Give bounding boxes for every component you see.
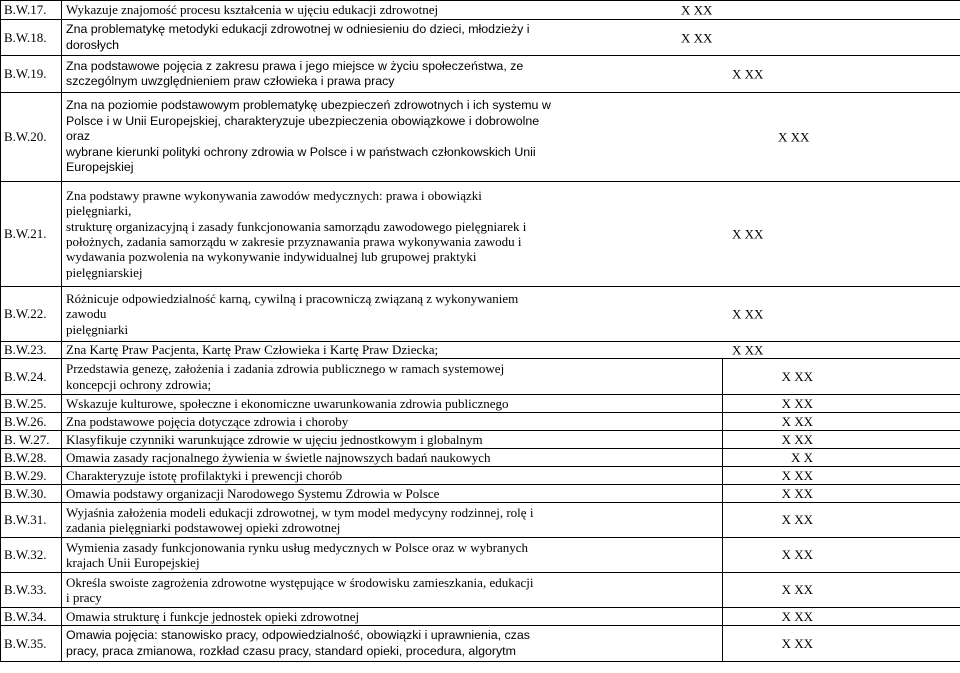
outcome-code: B.W.32. — [1, 538, 62, 573]
outcome-mark: X X — [790, 449, 813, 465]
description-line: Różnicuje odpowiedzialność karną, cywilną i pracowniczą związaną z wykonywaniem — [66, 290, 519, 306]
outcome-description — [62, 449, 723, 467]
outcome-description-text — [66, 468, 722, 483]
description-line: Zna na poziomie podstawowym problematykę ubezpieczeń zdrowotnych i ich systemu w — [66, 98, 551, 113]
description-line: zadania pielęgniarki podstawowej opieki zdrowotnej — [66, 520, 341, 535]
table-row — [1, 626, 960, 662]
outcome-description — [62, 56, 764, 93]
outcome-code: B. W.27. — [1, 431, 62, 449]
outcome-mark: X XX — [781, 512, 813, 528]
outcome-mark: X XX — [778, 129, 810, 145]
description-line: Charakteryzuje istotę profilaktyki i prewencji chorób — [66, 467, 343, 483]
outcome-mark: X XX — [781, 467, 813, 483]
description-line: Określa swoiste zagrożenia zdrowotne występujące w środowisku zamieszkania, edukacji — [66, 574, 534, 590]
mark-cell — [723, 395, 960, 413]
description-line: Wymienia zasady funkcjonowania rynku usług medycznych w Polsce oraz w wybranych — [66, 539, 529, 555]
outcome-mark: X XX — [781, 368, 813, 384]
table-row — [1, 538, 960, 573]
mark-cell — [723, 1, 960, 20]
mark-cell — [723, 359, 960, 395]
outcome-code: B.W.31. — [1, 503, 62, 538]
outcome-description — [62, 538, 723, 573]
outcome-code: B.W.19. — [1, 56, 62, 93]
outcome-code: B.W.25. — [1, 395, 62, 413]
mark-cell — [723, 485, 960, 503]
outcome-mark: X XX — [732, 66, 764, 82]
table-row — [1, 1, 960, 20]
description-line: szczególnym uwzględnieniem praw człowieka i prawa pracy — [66, 74, 395, 88]
description-line: położnych, zadania samorządu w zakresie przyznawania prawa wykonywania zawodu i — [66, 234, 522, 249]
outcome-mark: X XX — [732, 306, 764, 322]
table-row — [1, 20, 960, 56]
outcome-mark: X XX — [781, 485, 813, 501]
outcome-mark: X XX — [732, 342, 764, 358]
outcome-description-text — [66, 361, 722, 392]
table-row — [1, 182, 960, 287]
description-line: Omawia strukturę i funkcje jednostek opieki zdrowotnej — [66, 608, 360, 624]
outcome-description-text — [66, 486, 722, 501]
description-line: Wyjaśnia założenia modeli edukacji zdrowotnej, w tym model medycyny rodzinnej, rolę i — [66, 504, 534, 520]
mark-cell — [723, 20, 960, 56]
description-line: pielęgniarki — [66, 321, 129, 337]
outcome-mark: X XX — [781, 582, 813, 598]
outcome-code: B.W.34. — [1, 608, 62, 626]
table-row — [1, 395, 960, 413]
description-line: Zna Kartę Praw Pacjenta, Kartę Praw Człowieka i Kartę Praw Dziecka; — [66, 342, 439, 358]
outcome-description — [62, 342, 764, 359]
outcome-description-text — [66, 609, 722, 624]
outcome-code: B.W.20. — [1, 93, 62, 182]
outcome-mark: X XX — [781, 635, 813, 651]
outcome-code: B.W.35. — [1, 626, 62, 662]
outcome-description-text — [66, 540, 722, 571]
description-line: pielęgniarskiej — [66, 264, 143, 280]
description-line: Omawia zasady racjonalnego żywienia w świetle najnowszych badań naukowych — [66, 449, 491, 465]
outcome-description — [62, 431, 723, 449]
mark-cell — [723, 608, 960, 626]
outcome-description — [62, 182, 764, 287]
outcome-description-text — [66, 188, 723, 280]
outcome-description-text — [66, 22, 723, 53]
outcome-description-text — [66, 414, 722, 429]
table-row — [1, 56, 960, 93]
description-line: Wykazuje znajomość procesu kształcenia w ujęciu edukacji zdrowotnej — [66, 2, 439, 18]
outcome-code: B.W.23. — [1, 342, 62, 359]
outcome-description — [62, 626, 723, 662]
outcome-description-text — [66, 505, 722, 536]
outcome-mark: X XX — [781, 608, 813, 624]
table-row — [1, 467, 960, 485]
description-line: Zna problematykę metodyki edukacji zdrowotnej w odniesieniu do dzieci, młodzieży i — [66, 22, 530, 37]
outcome-description — [62, 467, 723, 485]
description-line: i pracy — [66, 590, 102, 605]
outcome-description-text — [66, 291, 723, 337]
outcome-code: B.W.21. — [1, 182, 62, 287]
outcome-code: B.W.24. — [1, 359, 62, 395]
table-row — [1, 431, 960, 449]
description-line: Europejskiej — [66, 160, 134, 175]
outcome-description-text — [66, 396, 722, 411]
description-line: zawodu — [66, 306, 107, 322]
outcome-description-text — [66, 628, 722, 659]
description-line: krajach Unii Europejskiej — [66, 555, 200, 570]
outcome-description-text — [66, 2, 723, 17]
description-line: Zna podstawy prawne wykonywania zawodów medycznych: prawa i obowiązki — [66, 187, 482, 203]
outcome-code: B.W.17. — [1, 1, 62, 20]
outcome-description — [62, 573, 723, 608]
description-line: wydawania pozwolenia na wykonywanie indywidualnej lub grupowej praktyki — [66, 249, 477, 265]
mark-cell — [723, 538, 960, 573]
mark-cell — [723, 467, 960, 485]
outcome-code: B.W.22. — [1, 287, 62, 342]
description-line: wybrane kierunki polityki ochrony zdrowia w Polsce i w państwach członkowskich Unii — [66, 144, 536, 159]
mark-cell — [723, 503, 960, 538]
mark-cell — [723, 573, 960, 608]
outcome-description — [62, 395, 723, 413]
description-line: oraz — [66, 129, 91, 144]
table-body — [1, 1, 960, 662]
outcome-mark: X XX — [732, 226, 764, 242]
outcome-description — [62, 608, 723, 626]
table-row — [1, 485, 960, 503]
outcome-mark: X XX — [781, 395, 813, 411]
outcome-mark: X XX — [681, 29, 713, 45]
outcome-description — [62, 287, 764, 342]
description-line: strukturę organizacyjną i zasady funkcjonowania samorządu zawodowego pielęgniarek i — [66, 218, 527, 234]
outcome-description-text — [66, 450, 722, 465]
description-line: Zna podstawowe pojęcia z zakresu prawa i jego miejsce w życiu społeczeństwa, ze — [66, 58, 524, 73]
table-row — [1, 342, 960, 359]
outcome-description — [62, 413, 723, 431]
description-line: Przedstawia genezę, założenia i zadania zdrowia publicznego w ramach systemowej — [66, 361, 505, 377]
outcome-description — [62, 485, 723, 503]
outcome-description — [62, 359, 723, 395]
outcome-description-text — [66, 342, 723, 357]
outcome-description-text — [66, 575, 722, 606]
outcome-description-text — [66, 432, 722, 447]
description-line: dorosłych — [66, 37, 120, 52]
outcome-code: B.W.28. — [1, 449, 62, 467]
outcome-code: B.W.33. — [1, 573, 62, 608]
mark-cell — [723, 449, 960, 467]
description-line: koncepcji ochrony zdrowia; — [66, 376, 212, 392]
description-line: Wskazuje kulturowe, społeczne i ekonomiczne uwarunkowania zdrowia publicznego — [66, 395, 509, 411]
table-row — [1, 503, 960, 538]
description-line: pracy, praca zmianowa, rozkład czasu pracy, standard opieki, procedura, algorytm — [66, 643, 516, 658]
outcome-code: B.W.18. — [1, 20, 62, 56]
description-line: Omawia podstawy organizacji Narodowego Systemu Zdrowia w Polsce — [66, 485, 440, 501]
outcome-description — [62, 1, 723, 20]
mark-cell — [723, 626, 960, 662]
table-row — [1, 573, 960, 608]
description-line: Klasyfikuje czynniki warunkujące zdrowie w ujęciu jednostkowym i globalnym — [66, 431, 483, 447]
mark-cell — [723, 431, 960, 449]
mark-cell — [723, 93, 960, 182]
table-row — [1, 413, 960, 431]
outcome-code: B.W.29. — [1, 467, 62, 485]
mark-cell — [723, 413, 960, 431]
outcome-description-text — [66, 59, 723, 90]
table-row — [1, 93, 960, 182]
outcome-description — [62, 20, 723, 56]
table-row — [1, 359, 960, 395]
outcome-code: B.W.26. — [1, 413, 62, 431]
outcome-mark: X XX — [781, 547, 813, 563]
outcome-mark: X XX — [781, 431, 813, 447]
description-line: Omawia pojęcia: stanowisko pracy, odpowiedzialność, obowiązki i uprawnienia, czas — [66, 628, 530, 643]
table-row — [1, 287, 960, 342]
outcome-description-text — [66, 98, 723, 175]
outcome-mark: X XX — [781, 413, 813, 429]
description-line: Zna podstawowe pojęcia dotyczące zdrowia i choroby — [66, 413, 349, 429]
table-row — [1, 608, 960, 626]
outcome-description — [62, 503, 723, 538]
description-line: Polsce i w Unii Europejskiej, charakteryzuje ubezpieczenia obowiązkowe i dobrowolne — [66, 113, 540, 128]
outcome-mark: X XX — [681, 2, 713, 18]
description-line: pielęgniarki, — [66, 203, 132, 219]
outcome-code: B.W.30. — [1, 485, 62, 503]
table-row — [1, 449, 960, 467]
outcome-description — [62, 93, 810, 182]
